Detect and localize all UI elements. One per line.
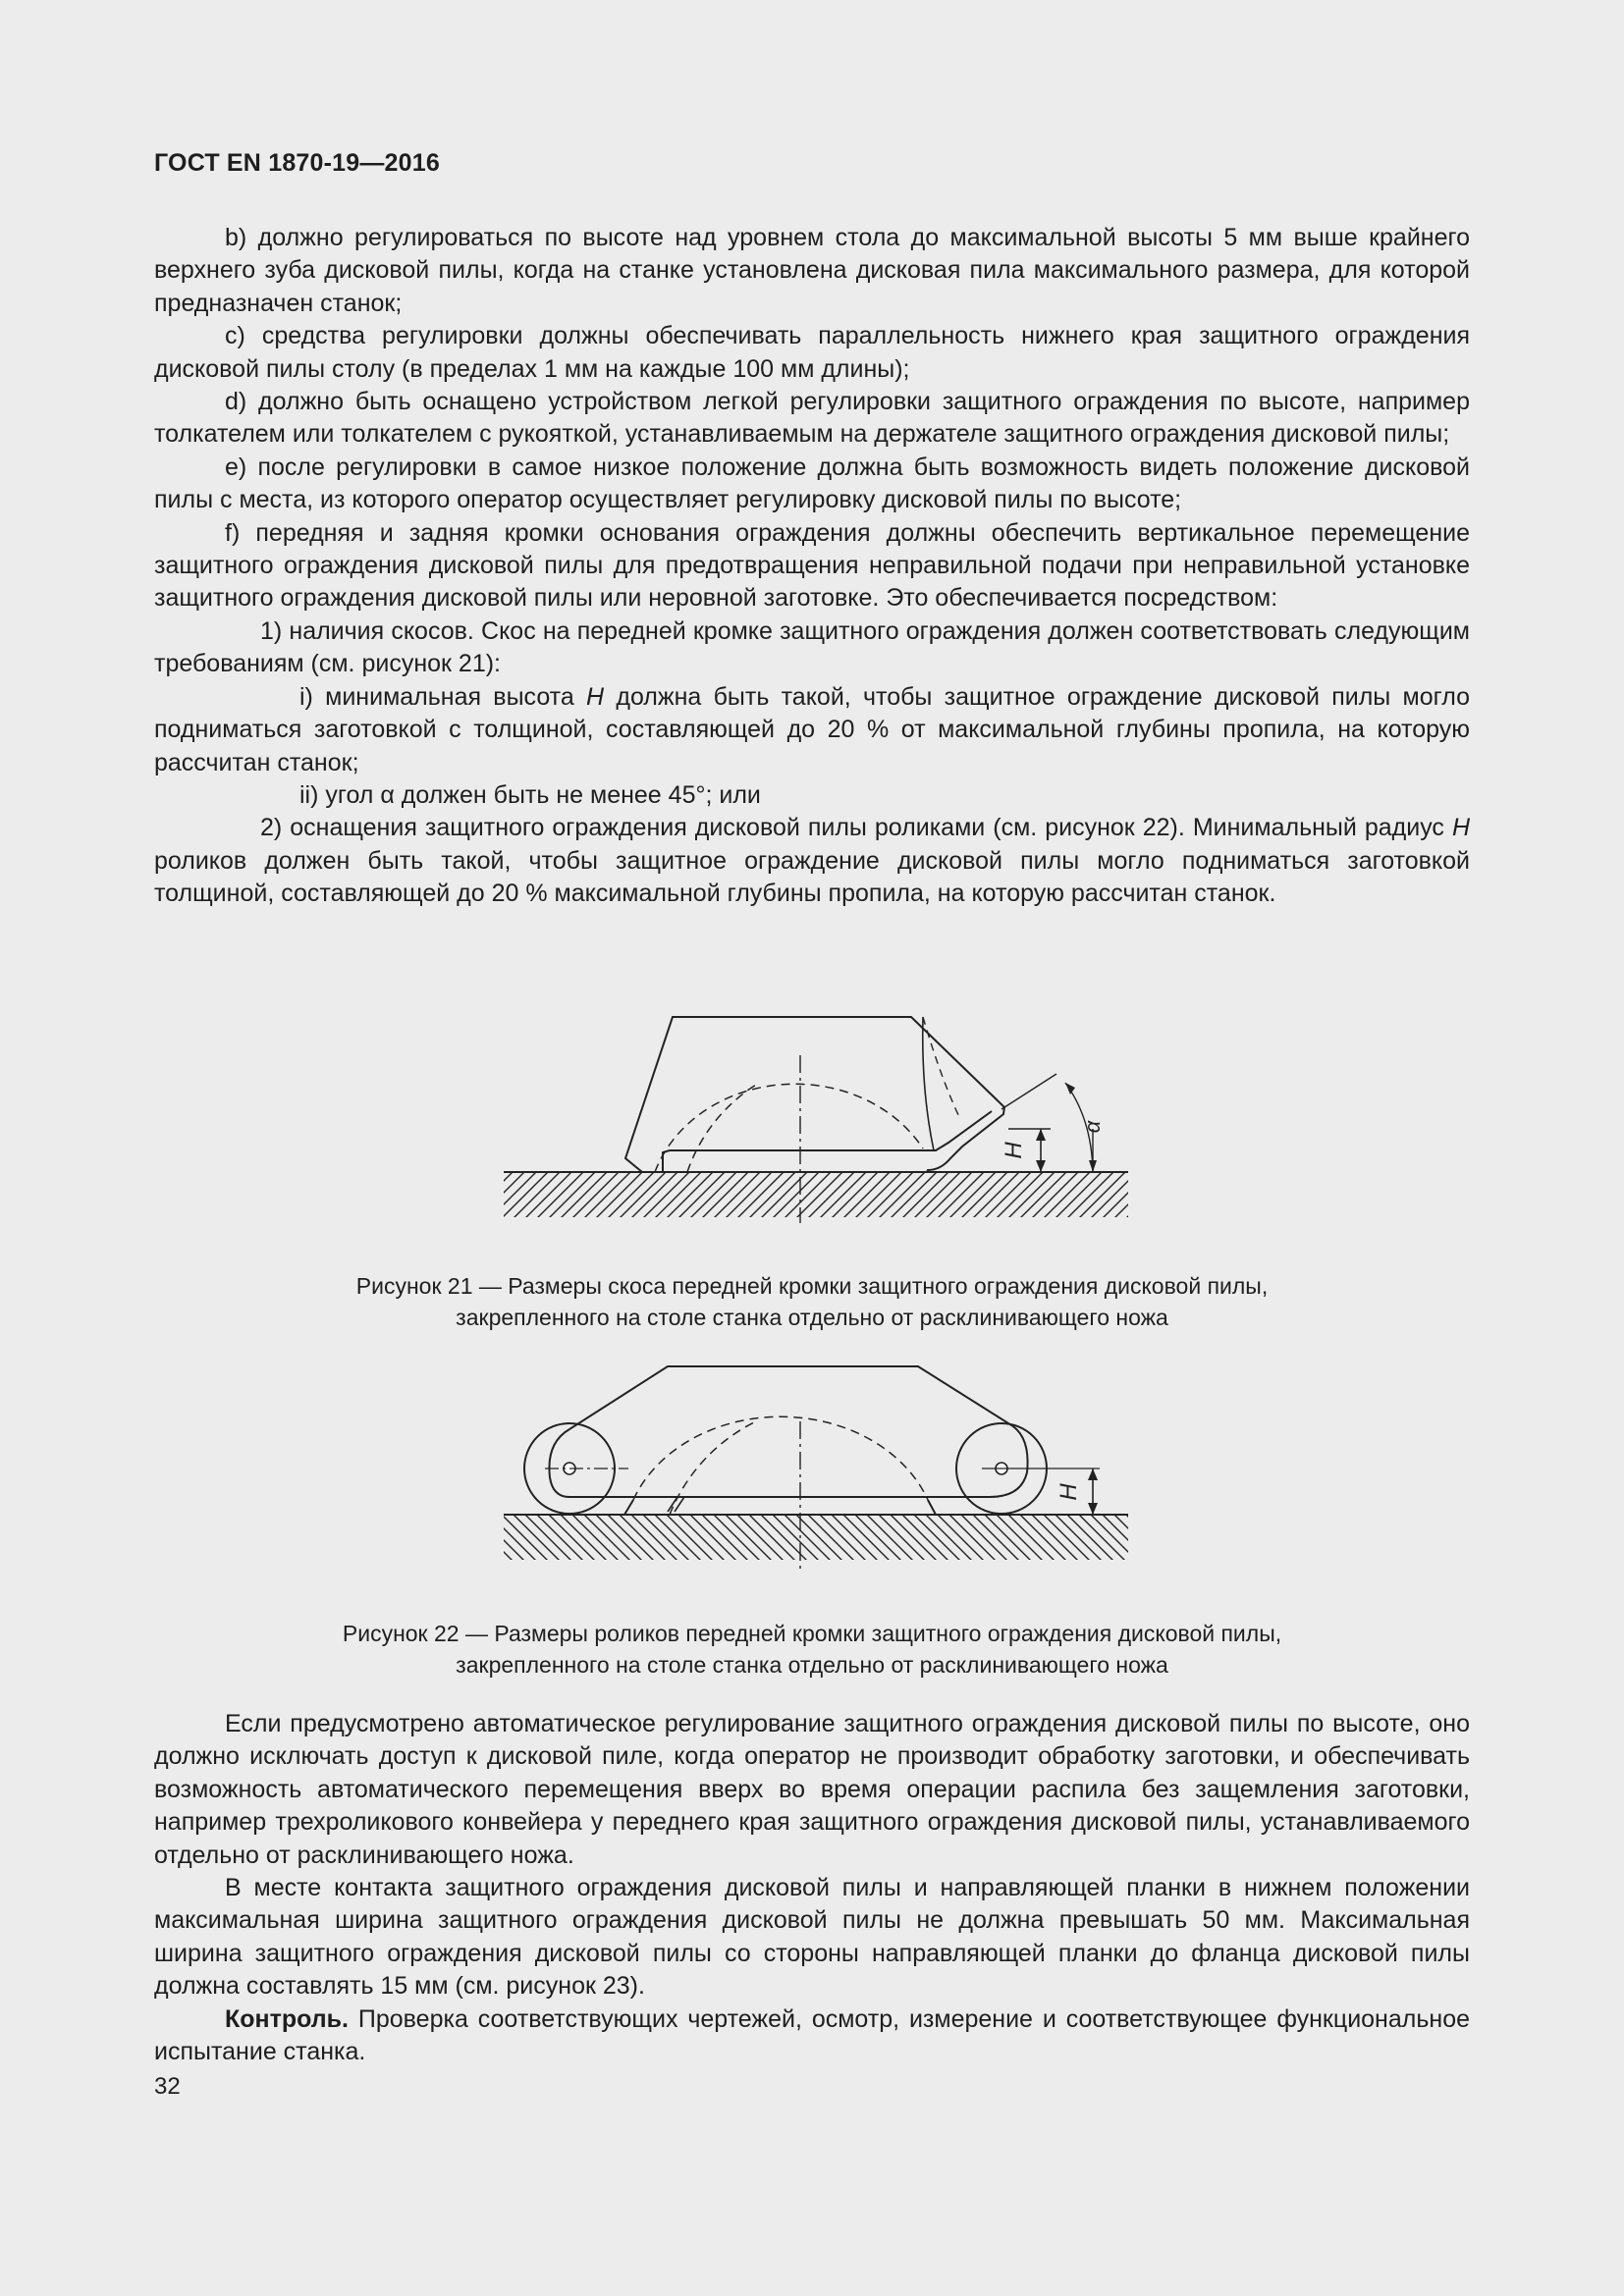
paragraph-automatic-adjustment: Если предусмотрено автоматическое регулирование защитного ограждения дисковой пилы по высоте, оно должно исключать доступ к дисковой пиле, когда оператор не производит обработку заготовки, и обеспечивать возможность автоматического перемещения вверх во время операции распила без защемления заготовки, например трехроликового конвейера у переднего края защитного ограждения дисковой пилы, устанавливаемого отдельно от расклинивающего ножа. bbox=[154, 1710, 1470, 1869]
paragraph-d: d) должно быть оснащено устройством легкой регулировки защитного ограждения по высоте, например толкателем или толкателем с рукояткой, устанавливаемым на держателе защитного ограждения дисковой пилы; bbox=[154, 388, 1470, 449]
fig21-alpha-label: α bbox=[1080, 1120, 1105, 1134]
control-label: Контроль. bbox=[225, 2004, 349, 2033]
paragraph-item-ii: ii) угол α должен быть не менее 45°; или bbox=[299, 780, 761, 809]
figure-21-caption: Рисунок 21 — Размеры скоса передней кромки защитного ограждения дисковой пилы, закрепленного на столе станка отдельно от расклинивающего ножа bbox=[355, 1273, 1269, 1330]
paragraph-e: e) после регулировки в самое низкое положение должна быть возможность видеть положение дисковой пилы с места, из которого оператор осуществляет регулировку дисковой пилы по высоте; bbox=[154, 453, 1470, 514]
figure-22-caption: Рисунок 22 — Размеры роликов передней кромки защитного ограждения дисковой пилы, закрепленного на столе станка отдельно от расклинивающего ножа bbox=[342, 1621, 1282, 1678]
text-block-top bbox=[154, 222, 1470, 911]
paragraph-b: b) должно регулироваться по высоте над уровнем стола до максимальной высоты 5 мм выше крайнего верхнего зуба дисковой пилы, когда на станке установлена дисковая пила максимального размера, для которой предназначен станок; bbox=[154, 224, 1470, 317]
figure-21-drawing bbox=[491, 1006, 1159, 1227]
fig22-h-label: H bbox=[1056, 1483, 1082, 1501]
paragraph-item-i: i) минимальная высота H должна быть такой, чтобы защитное ограждение дисковой пилы могло подниматься заготовкой с толщиной, составляющей до 20 % от максимальной глубины пропила, на которую рассчитан станок; bbox=[154, 682, 1470, 776]
fig21-h-label: H bbox=[1001, 1142, 1027, 1159]
paragraph-contact-width: В месте контакта защитного ограждения дисковой пилы и направляющей планки в нижнем положении максимальная ширина защитного ограждения дисковой пилы не должна превышать 50 мм. Максимальная ширина защитного ограждения дисковой пилы со стороны направляющей планки до фланца дисковой пилы должна составлять 15 мм (см. рисунок 23). bbox=[154, 1874, 1470, 2001]
figure-22-drawing bbox=[491, 1360, 1159, 1580]
paragraph-c: c) средства регулировки должны обеспечивать параллельность нижнего края защитного ограждения дисковой пилы столу (в пределах 1 мм на каждые 100 мм длины); bbox=[154, 322, 1470, 383]
paragraph-item-2: 2) оснащения защитного ограждения дисковой пилы роликами (см. рисунок 22). Минимальный радиус H роликов должен быть такой, чтобы защитное ограждение дисковой пилы могло подниматься заготовкой толщиной, составляющей до 20 % максимальной глубины пропила, на которую рассчитан станок. bbox=[154, 814, 1470, 908]
page-number: 32 bbox=[154, 2073, 181, 2100]
paragraph-f: f) передняя и задняя кромки основания ограждения должны обеспечить вертикальное перемещение защитного ограждения дисковой пилы для предотвращения неправильной подачи при неправильной установке защитного ограждения дисковой пилы или неровной заготовке. Это обеспечивается посредством: bbox=[154, 518, 1470, 613]
paragraph-control: Контроль. Проверка соответствующих чертежей, осмотр, измерение и соответствующее функциональное испытание станка. bbox=[154, 2004, 1470, 2066]
document-header: ГОСТ EN 1870-19—2016 bbox=[154, 149, 440, 177]
paragraph-item-1: 1) наличия скосов. Скос на передней кромке защитного ограждения должен соответствовать следующим требованиям (см. рисунок 21): bbox=[154, 616, 1470, 678]
text-block-bottom bbox=[154, 1708, 1470, 2068]
